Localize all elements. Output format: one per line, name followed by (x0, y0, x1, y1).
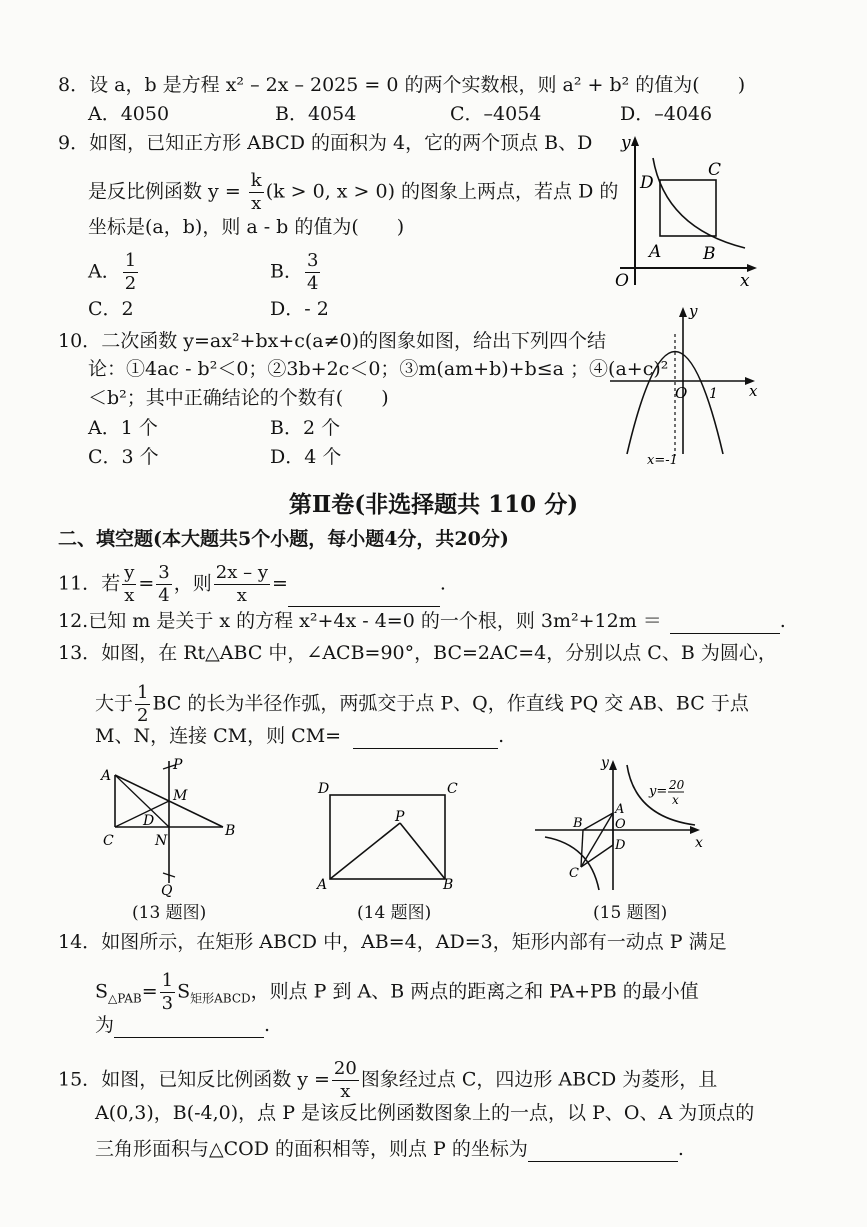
section-title: 第Ⅱ卷(非选择题共 110 分) (288, 491, 579, 518)
q11-then: ，则 (173, 572, 212, 595)
q15-frac-bottom: x (340, 1081, 351, 1102)
fig15-x: x (695, 835, 703, 851)
fig15-func-pre: y= (649, 784, 668, 799)
part2-heading: 二、填空题(本大题共5个小题，每小题4分，共20分) (58, 528, 509, 550)
q13-text2b: BC 的长为半径作弧，两弧交于点 P、Q，作直线 PQ 交 AB、BC 于点 (152, 692, 749, 715)
fig15 (535, 755, 710, 895)
q13-line3 (95, 723, 504, 749)
q13-end: . (498, 725, 505, 747)
q13-text3: M、N，连接 CM，则 CM= (95, 725, 342, 747)
q15-line1 (58, 1058, 717, 1103)
fig15-o: O (615, 817, 626, 832)
q13-number: 13． (58, 642, 102, 664)
q9-option-a (88, 250, 140, 295)
q10-option-c: C．3 个 (88, 446, 159, 468)
q11-frac3-bottom: x (236, 585, 247, 606)
q9-opt-b-bottom: 4 (306, 273, 319, 294)
q9-fig-y: y (621, 133, 631, 153)
q9-frac-top: k (250, 170, 262, 191)
fig15-func-bottom: x (672, 793, 679, 807)
q10-fig-x: x (749, 382, 758, 400)
q10-option-a: A．1 个 (88, 417, 158, 439)
q14-frac-bottom: 3 (161, 993, 174, 1014)
q15-frac (332, 1058, 359, 1103)
q9-fig-a: A (649, 242, 662, 262)
fig13 (95, 755, 245, 899)
fig14-caption: (14 题图) (357, 903, 432, 923)
q14-end: . (264, 1014, 271, 1036)
q12-end: . (779, 610, 786, 632)
q10-text1: 二次函数 y=ax²+bx+c(a≠0)的图象如图，给出下列四个结 (101, 330, 607, 352)
q10-fig-one: 1 (709, 386, 718, 402)
q12-line (58, 608, 786, 634)
q15-number: 15． (58, 1068, 102, 1091)
q8-text: 设 a，b 是方程 x² – 2x – 2025 = 0 的两个实数根，则 a² + b² 的值为( ) (89, 74, 746, 96)
q11-eq1: = (138, 572, 155, 595)
q11-answer-blank[interactable] (288, 586, 440, 607)
fig14-d: D (318, 781, 330, 797)
q14-s1-sub: △PAB (108, 991, 142, 1006)
q9-figure (605, 130, 765, 295)
q11-frac3-top: 2x – y (215, 562, 268, 583)
fig15-d: D (615, 838, 626, 853)
q14-answer-blank[interactable] (114, 1017, 264, 1038)
fig15-a: A (615, 802, 625, 817)
q8-stem (58, 72, 745, 98)
q9-option-a-frac (123, 250, 138, 295)
q10-fig-y: y (689, 302, 698, 320)
q15-text1a: 如图，已知反比例函数 y = (101, 1068, 330, 1091)
q9-frac-bottom: x (251, 193, 262, 214)
q9-option-b-label: B． (270, 260, 303, 283)
q11-frac2-bottom: 4 (158, 585, 170, 606)
q9-fig-b: B (703, 244, 716, 264)
q14-frac-top: 1 (161, 970, 174, 991)
q14-frac (160, 970, 175, 1015)
fig13-m: M (173, 788, 188, 804)
fig15-b: B (573, 816, 583, 831)
q15-text3: 三角形面积与△COD 的面积相等，则点 P 的坐标为 (95, 1138, 528, 1160)
q8-option-b: B．4054 (275, 103, 357, 125)
q9-line1 (58, 130, 592, 156)
q13-text2a: 大于 (95, 692, 134, 715)
fig13-a: A (101, 768, 112, 784)
q9-fraction (249, 170, 264, 215)
q10-number: 10． (58, 330, 102, 352)
q13-line1 (58, 640, 777, 666)
q11-eq2: = (271, 572, 288, 595)
q10-fig-axis-label: x=-1 (647, 453, 678, 468)
fig13-c: C (103, 833, 114, 849)
q14-s2-sub: 矩形ABCD (190, 991, 251, 1006)
q9-option-a-label: A． (88, 260, 121, 283)
q12-text: 已知 m 是关于 x 的方程 x²+4x - 4=0 的一个根，则 3m²+12m ＝ (88, 610, 662, 632)
q13-frac (135, 682, 150, 727)
q9-text1: 如图，已知正方形 ABCD 的面积为 4，它的两个顶点 B、D (89, 132, 593, 154)
q9-option-b (270, 250, 322, 295)
q13-frac-top: 1 (137, 682, 149, 703)
q9-line3: 坐标是(a，b)，则 a - b 的值为( ) (88, 216, 405, 238)
q12-number: 12. (58, 610, 89, 632)
q9-option-d: D．- 2 (270, 298, 329, 320)
q8-option-c: C．–4054 (450, 103, 542, 125)
q9-option-c: C．2 (88, 298, 134, 320)
q15-end: . (677, 1138, 684, 1160)
q15-frac-top: 20 (333, 1058, 357, 1079)
q9-text2b: (k > 0, x > 0) 的图象上两点，若点 D 的 (265, 180, 619, 203)
q14-text1: 如图所示，在矩形 ABCD 中，AB=4，AD=3，矩形内部有一动点 P 满足 (101, 931, 727, 953)
q11-line (58, 562, 446, 607)
q15-answer-blank[interactable] (528, 1141, 678, 1162)
fig13-p: P (173, 757, 183, 773)
q14-line1 (58, 929, 727, 955)
q14-s2: S (177, 980, 191, 1003)
q11-frac1-top: y (124, 562, 135, 583)
q14-number: 14． (58, 931, 102, 953)
fig13-d: D (143, 813, 155, 829)
fig14-c: C (447, 781, 458, 797)
fig14-a: A (317, 877, 328, 893)
q14-eq: = (141, 980, 158, 1003)
q13-answer-blank[interactable] (353, 728, 498, 749)
fig13-b: B (225, 823, 236, 839)
q14-text2b: ，则点 P 到 A、B 两点的距离之和 PA+PB 的最小值 (250, 980, 699, 1003)
q10-option-d: D．4 个 (270, 446, 342, 468)
fig15-y: y (601, 755, 609, 771)
q10-option-b: B．2 个 (270, 417, 341, 439)
fig13-q: Q (161, 883, 173, 899)
fig15-caption: (15 题图) (593, 903, 668, 923)
fig15-func-top: 20 (669, 778, 685, 792)
q14-line3 (95, 1012, 270, 1038)
q14-line2 (95, 970, 699, 1015)
q11-frac1-bottom: x (124, 585, 135, 606)
q14-s1: S (95, 980, 109, 1003)
q11-end: . (439, 572, 446, 595)
q11-number: 11． (58, 572, 102, 595)
q9-opt-b-top: 3 (306, 250, 319, 271)
q9-fig-c: C (708, 160, 722, 180)
q10-line2: 论：①4ac - b²＜0；②3b+2c＜0；③m(am+b)+b≤a ；④(a+c)² (88, 358, 669, 380)
q9-number: 9． (58, 132, 90, 154)
fig14-b: B (443, 877, 454, 893)
q13-frac-bottom: 2 (137, 705, 149, 726)
q14-text3: 为 (95, 1014, 115, 1036)
q11-frac3 (214, 562, 270, 607)
fig14-p: P (395, 809, 405, 825)
q8-option-a: A．4050 (88, 103, 170, 125)
q10-line3: ＜b²；其中正确结论的个数有( ) (88, 387, 389, 409)
q12-answer-blank[interactable] (670, 613, 780, 634)
q15-line3 (95, 1136, 684, 1162)
q8-option-d: D．–4046 (620, 103, 713, 125)
fig15-c: C (569, 866, 579, 881)
q9-opt-a-top: 1 (124, 250, 137, 271)
q10-fig-o: O (675, 384, 688, 402)
fig13-n: N (155, 833, 168, 849)
q10-line1 (58, 328, 606, 354)
q9-fig-o: O (615, 271, 629, 291)
q9-opt-a-bottom: 2 (124, 273, 137, 294)
q11-pre: 若 (101, 572, 121, 595)
q15-line2: A(0,3)，B(-4,0)，点 P 是该反比例函数图象上的一点，以 P、O、A 为顶点的 (95, 1102, 755, 1124)
q11-frac2-top: 3 (158, 562, 170, 583)
q9-line2 (88, 170, 618, 215)
q15-text1b: 图象经过点 C，四边形 ABCD 为菱形，且 (360, 1068, 718, 1091)
q9-fig-x: x (740, 271, 750, 291)
q10-figure (605, 304, 765, 466)
q11-frac1 (122, 562, 136, 607)
q11-frac2 (156, 562, 171, 607)
fig14 (315, 775, 465, 895)
q9-fig-d: D (640, 173, 654, 193)
q13-text1: 如图，在 Rt△ABC 中，∠ACB=90°，BC=2AC=4，分别以点 C、B 为圆心， (101, 642, 777, 664)
q9-text2a: 是反比例函数 y = (88, 180, 247, 203)
q9-option-b-frac (305, 250, 320, 295)
q8-number: 8． (58, 74, 90, 96)
fig13-caption: (13 题图) (132, 903, 207, 923)
q13-line2 (95, 682, 749, 727)
